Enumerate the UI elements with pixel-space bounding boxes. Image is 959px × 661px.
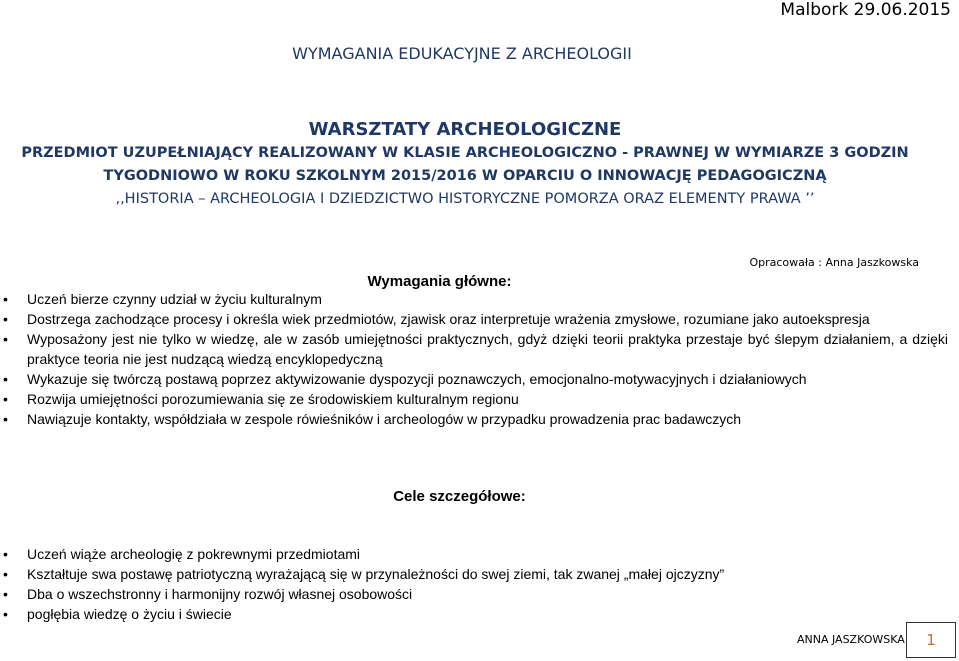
main-requirements-heading: Wymagania główne: xyxy=(367,273,512,290)
subject-block xyxy=(6,118,924,211)
bullet-icon: • xyxy=(3,566,8,582)
list-item xyxy=(0,409,948,429)
list-item xyxy=(0,289,948,309)
bullet-icon: • xyxy=(3,291,8,307)
bullet-icon: • xyxy=(3,331,8,347)
subject-line-1: PRZEDMIOT UZUPEŁNIAJĄCY REALIZOWANY W KLASIE ARCHEOLOGICZNO - PRAWNEJ W WYMIARZE 3 GODZIN xyxy=(21,145,909,161)
footer-author-name: ANNA JASZKOWSKA xyxy=(797,633,905,646)
subject-line-3: ,,HISTORIA – ARCHEOLOGIA I DZIEDZICTWO HISTORYCZNE POMORZA ORAZ ELEMENTY PRAWA ’’ xyxy=(115,191,815,207)
bullet-icon: • xyxy=(3,606,8,622)
list-item-text: Nawiązuje kontakty, współdziała w zespole rówieśników i archeologów w przypadku prowadzenia prac badawczych xyxy=(27,411,742,427)
list-item-text: Uczeń wiąże archeologię z pokrewnymi przedmiotami xyxy=(27,546,361,562)
main-requirements-list xyxy=(0,289,948,429)
list-item-text: Kształtuje swa postawę patriotyczną wyrażającą się w przynależności do swej ziemi, tak zwanej „małej ojczyzny” xyxy=(27,566,725,582)
list-item-text: Dba o wszechstronny i harmonijny rozwój własnej osobowości xyxy=(27,586,413,602)
bullet-icon: • xyxy=(3,411,8,427)
list-item xyxy=(0,329,948,369)
list-item xyxy=(0,584,948,604)
detailed-goals-list xyxy=(0,544,948,624)
list-item xyxy=(0,309,948,329)
bullet-icon: • xyxy=(3,546,8,562)
bullet-icon: • xyxy=(3,391,8,407)
list-item xyxy=(0,369,948,389)
list-item-text: Wyposażony jest nie tylko w wiedzę, ale w zasób umiejętności praktycznych, gdyż dzięki teorii praktyka przestaje być ślepym działaniem, a dzięki praktyce teoria nie jest nudzącą wiedzą encyklopedyczną xyxy=(27,331,948,367)
page-number: 1 xyxy=(926,631,936,649)
subject-heading: WARSZTATY ARCHEOLOGICZNE xyxy=(308,119,622,140)
list-item-text: Uczeń bierze czynny udział w życiu kulturalnym xyxy=(27,291,322,307)
list-item xyxy=(0,389,948,409)
document-date: Malbork 29.06.2015 xyxy=(780,0,951,20)
bullet-icon: • xyxy=(3,586,8,602)
bullet-icon: • xyxy=(3,371,8,387)
author-note: Opracowała : Anna Jaszkowska xyxy=(749,256,919,269)
bullet-icon: • xyxy=(3,311,8,327)
list-item xyxy=(0,544,948,564)
list-item-text: Dostrzega zachodzące procesy i określa wiek przedmiotów, zjawisk oraz interpretuje wrażenia zmysłowe, rozumiane jako autoekspresja xyxy=(27,311,870,327)
subject-line-2: TYGODNIOWO W ROKU SZKOLNYM 2015/2016 W OPARCIU O INNOWACJĘ PEDAGOGICZNĄ xyxy=(103,168,827,184)
list-item-text: Rozwija umiejętności porozumiewania się ze środowiskiem kulturalnym regionu xyxy=(27,391,519,407)
document-title: WYMAGANIA EDUKACYJNE Z ARCHEOLOGII xyxy=(292,44,632,63)
list-item-text: pogłębia wiedzę o życiu i świecie xyxy=(27,606,232,622)
detailed-goals-heading: Cele szczegółowe: xyxy=(393,488,526,505)
list-item xyxy=(0,604,948,624)
list-item xyxy=(0,564,948,584)
list-item-text: Wykazuje się twórczą postawą poprzez aktywizowanie dyspozycji poznawczych, emocjonalno-motywacyjnych i działaniowych xyxy=(27,371,807,387)
